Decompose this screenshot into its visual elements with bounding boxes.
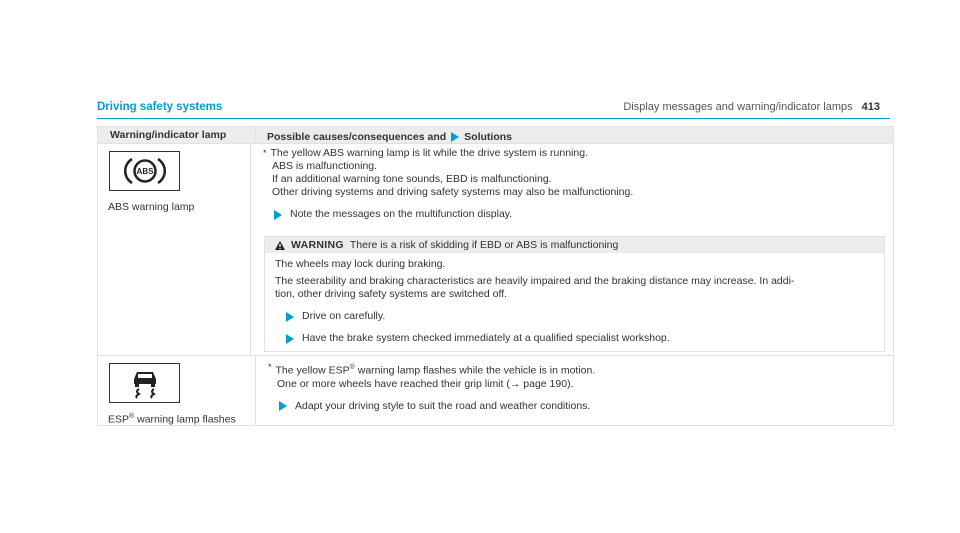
running-title: Display messages and warning/indicator lamps [623, 101, 853, 113]
cause-line: One or more wheels have reached their grip limit (→ page 190). [277, 377, 574, 390]
footnote-star: * [268, 362, 272, 372]
warning-box [264, 236, 885, 352]
warning-triangle-icon [275, 241, 285, 250]
arrow-right-icon [279, 401, 287, 411]
action-item [259, 208, 885, 221]
col2-header [256, 127, 893, 143]
cause-line: ABS is malfunctioning. [272, 160, 378, 172]
warning-line: The steerability and braking characteristics are heavily impaired and the braking distance may increase. In addi- [275, 275, 795, 287]
abs-warning-icon-graphic [124, 155, 166, 187]
warning-title: There is a risk of skidding if EBD or ABS is malfunctioning [349, 238, 619, 251]
svg-text:ABS: ABS [136, 167, 153, 176]
arrow-right-icon [451, 132, 459, 142]
col2-header-text: Possible causes/consequences and [267, 130, 447, 143]
arrow-right-icon [274, 210, 282, 220]
footnote-star: * [263, 148, 267, 158]
solution-cell [251, 144, 893, 355]
arrow-right-icon [286, 334, 294, 344]
cause-line: The yellow ABS warning lamp is lit while the drive system is running. [270, 147, 588, 159]
section-divider [97, 118, 890, 119]
lamp-label: ESP® warning lamp flashes [108, 413, 236, 426]
warning-label: WARNING [291, 238, 344, 251]
cause-line: If an additional warning tone sounds, EBD is malfunctioning. [272, 173, 552, 185]
warning-line: tion, other driving safety systems are switched off. [275, 288, 508, 300]
abs-warning-icon [109, 151, 180, 191]
cause-line: The yellow ESP® warning lamp flashes while the vehicle is in motion. [275, 364, 596, 377]
table-row [98, 355, 893, 425]
section-title: Driving safety systems [97, 101, 223, 113]
action-text: Drive on carefully. [302, 310, 386, 322]
warning-lamp-table [97, 126, 894, 426]
table-row [98, 143, 893, 355]
arrow-right-icon [286, 312, 294, 322]
action-item [275, 310, 874, 323]
lamp-label: ABS warning lamp [108, 201, 195, 213]
col2-header-suffix: Solutions [464, 130, 513, 143]
esp-skidding-car-icon-graphic [130, 367, 160, 399]
solution-cell [256, 356, 893, 425]
action-item [264, 400, 885, 413]
warning-body [265, 253, 884, 351]
warning-line: The wheels may lock during braking. [275, 258, 446, 270]
lamp-cell [98, 356, 256, 425]
action-text: Have the brake system checked immediately at a qualified specialist workshop. [302, 332, 670, 344]
esp-skidding-car-icon [109, 363, 180, 403]
page-number: 413 [861, 101, 880, 113]
action-text: Note the messages on the multifunction display. [290, 208, 513, 220]
action-text: Adapt your driving style to suit the road and weather conditions. [295, 399, 591, 412]
warning-header [265, 237, 884, 253]
cause-line: Other driving systems and driving safety systems may also be malfunctioning. [272, 186, 634, 198]
running-header [623, 101, 880, 113]
table-header-row [98, 127, 893, 143]
lamp-cell [98, 144, 251, 355]
action-item [275, 332, 874, 345]
col1-header: Warning/indicator lamp [98, 127, 256, 143]
